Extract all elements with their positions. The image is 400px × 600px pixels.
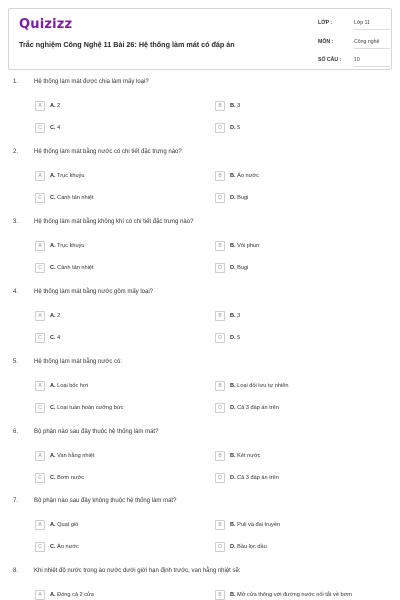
answer-tag: B. xyxy=(230,453,236,459)
answer-checkbox[interactable]: B xyxy=(215,101,225,111)
question-text: Bộ phận nào sau đây thuộc hệ thống làm mát? xyxy=(34,429,159,435)
answer-option-a[interactable] xyxy=(35,381,205,392)
answer-option-b[interactable] xyxy=(215,101,385,112)
answer-text: Cánh tản nhiệt xyxy=(57,195,94,201)
answer-tag: B. xyxy=(230,522,236,528)
answer-label xyxy=(50,405,123,411)
answer-label xyxy=(50,103,60,109)
answer-checkbox[interactable]: A xyxy=(35,381,45,391)
answer-text: Cánh tản nhiệt xyxy=(57,265,94,271)
answer-tag: C. xyxy=(50,405,56,411)
meta-class-value: Lớp 11 xyxy=(354,17,390,30)
answer-text: Bugi xyxy=(237,265,249,271)
answer-checkbox[interactable]: D xyxy=(215,263,225,273)
answer-tag: D. xyxy=(230,405,236,411)
question-number: 5. xyxy=(13,359,19,365)
question-number: 4. xyxy=(13,289,19,295)
answer-checkbox[interactable]: A xyxy=(35,451,45,461)
answer-label xyxy=(50,335,60,341)
answer-option-d[interactable] xyxy=(215,542,385,553)
answer-label xyxy=(230,453,260,459)
meta-question-count-value: 10 xyxy=(354,54,390,67)
answer-option-b[interactable] xyxy=(215,520,385,531)
answer-tag: B. xyxy=(230,103,236,109)
answer-label xyxy=(50,544,79,550)
answer-text: 4 xyxy=(57,335,61,341)
page-title: Trắc nghiệm Công Nghệ 11 Bài 26: Hệ thống làm mát có đáp án xyxy=(19,40,235,49)
answer-checkbox[interactable]: A xyxy=(35,171,45,181)
question-number: 2. xyxy=(13,149,19,155)
answer-checkbox[interactable]: A xyxy=(35,101,45,111)
answer-tag: C. xyxy=(50,195,56,201)
answer-checkbox[interactable]: C xyxy=(35,263,45,273)
question-number: 8. xyxy=(13,568,19,574)
answer-label xyxy=(230,313,240,319)
meta-subject xyxy=(318,36,388,50)
question-2 xyxy=(0,149,400,219)
answer-text: Cả 3 đáp án trên xyxy=(237,405,279,411)
answer-label xyxy=(50,592,94,598)
answer-option-d[interactable] xyxy=(215,263,385,274)
answer-checkbox[interactable]: B xyxy=(215,520,225,530)
answer-tag: A. xyxy=(50,453,56,459)
answer-option-a[interactable] xyxy=(35,241,205,252)
answer-tag: A. xyxy=(50,313,56,319)
answer-checkbox[interactable]: C xyxy=(35,473,45,483)
question-number: 3. xyxy=(13,219,19,225)
answer-checkbox[interactable]: A xyxy=(35,520,45,530)
answer-label xyxy=(50,195,94,201)
answer-tag: D. xyxy=(230,544,236,550)
answer-label xyxy=(50,125,60,131)
answer-tag: B. xyxy=(230,243,236,249)
answer-text: Két nước xyxy=(237,453,261,459)
answer-label xyxy=(50,453,94,459)
answer-option-c[interactable] xyxy=(35,263,205,274)
answer-text: Trục khuỷu xyxy=(57,243,85,249)
answer-label xyxy=(50,265,94,271)
answer-tag: D. xyxy=(230,125,236,131)
answer-text: Vòi phun xyxy=(237,243,260,249)
question-text: Bộ phận nào sau đây không thuộc hệ thống làm mát? xyxy=(34,498,177,504)
answer-text: 4 xyxy=(57,125,61,131)
answer-option-c[interactable] xyxy=(35,473,205,484)
answer-text: Loại đối lưu tự nhiên xyxy=(237,383,289,389)
answer-text: Trục khuỷu xyxy=(57,173,85,179)
answer-label xyxy=(230,405,279,411)
answer-checkbox[interactable]: C xyxy=(35,542,45,552)
answer-label xyxy=(50,383,88,389)
answer-option-b[interactable] xyxy=(215,171,385,182)
question-4 xyxy=(0,289,400,359)
answer-option-c[interactable] xyxy=(35,333,205,344)
answer-tag: C. xyxy=(50,125,56,131)
question-number: 6. xyxy=(13,429,19,435)
question-number: 7. xyxy=(13,498,19,504)
answer-text: 5 xyxy=(237,335,241,341)
answer-tag: A. xyxy=(50,173,56,179)
answer-option-b[interactable] xyxy=(215,590,385,600)
answer-checkbox[interactable]: A xyxy=(35,590,45,600)
answer-option-d[interactable] xyxy=(215,123,385,134)
answer-option-c[interactable] xyxy=(35,123,205,134)
question-7 xyxy=(0,498,400,568)
answer-tag: D. xyxy=(230,195,236,201)
answer-text: 2 xyxy=(57,313,61,319)
answer-tag: C. xyxy=(50,544,56,550)
answer-label xyxy=(230,544,267,550)
answer-tag: D. xyxy=(230,475,236,481)
answer-text: Loại tuần hoàn cưỡng bức xyxy=(57,405,124,411)
answer-checkbox[interactable]: C xyxy=(35,123,45,133)
answer-option-d[interactable] xyxy=(215,333,385,344)
answer-text: Loại bốc hơi xyxy=(57,383,88,389)
question-text: Hệ thống làm mát bằng nước có: xyxy=(34,359,122,365)
answer-tag: C. xyxy=(50,265,56,271)
answer-option-b[interactable] xyxy=(215,381,385,392)
answer-text: Bầu lọc dầu xyxy=(237,544,267,550)
meta-question-count-label: SỐ CÂU : xyxy=(318,57,342,63)
answer-checkbox[interactable]: C xyxy=(35,333,45,343)
answer-checkbox[interactable]: B xyxy=(215,171,225,181)
answer-label xyxy=(230,522,280,528)
answer-text: Cả 3 đáp án trên xyxy=(237,475,279,481)
answer-text: Mở cửa thông với đường nước nối tắt về bơm xyxy=(237,592,352,598)
meta-subject-label: MÔN : xyxy=(318,39,334,45)
answer-checkbox[interactable]: D xyxy=(215,193,225,203)
question-text: Hệ thống làm mát được chia làm mấy loại? xyxy=(34,79,149,85)
answer-checkbox[interactable]: C xyxy=(35,193,45,203)
answer-label xyxy=(230,173,259,179)
answer-text: Áo nước xyxy=(57,544,79,550)
answer-label xyxy=(50,173,85,179)
question-number: 1. xyxy=(13,79,19,85)
answer-label xyxy=(230,243,259,249)
answer-text: Bơm nước xyxy=(57,475,85,481)
answer-checkbox[interactable]: D xyxy=(215,333,225,343)
answer-option-a[interactable] xyxy=(35,171,205,182)
question-text: Hệ thống làm mát bằng không khí có chi tiết đặc trưng nào? xyxy=(34,219,194,225)
answer-label xyxy=(230,592,352,598)
answer-option-a[interactable] xyxy=(35,520,205,531)
answer-label xyxy=(230,125,240,131)
answer-option-a[interactable] xyxy=(35,311,205,322)
answer-option-a[interactable] xyxy=(35,101,205,112)
answer-label xyxy=(230,195,248,201)
answer-option-a[interactable] xyxy=(35,590,205,600)
answer-label xyxy=(50,313,60,319)
question-text: Khi nhiệt độ nước trong áo nước dưới giới hạn định trước, van hằng nhiệt sẽ: xyxy=(34,568,241,574)
answer-option-a[interactable] xyxy=(35,451,205,462)
answer-label xyxy=(230,335,240,341)
question-1 xyxy=(0,79,400,149)
answer-checkbox[interactable]: B xyxy=(215,241,225,251)
answer-tag: D. xyxy=(230,335,236,341)
answer-tag: C. xyxy=(50,335,56,341)
question-text: Hệ thống làm mát bằng nước gồm mấy loại? xyxy=(34,289,154,295)
answer-checkbox[interactable]: A xyxy=(35,241,45,251)
answer-text: Quạt gió xyxy=(57,522,79,528)
answer-label xyxy=(50,243,85,249)
answer-tag: C. xyxy=(50,475,56,481)
question-text: Hệ thống làm mát bằng nước có chi tiết đặc trưng nào? xyxy=(34,149,182,155)
answer-checkbox[interactable]: B xyxy=(215,381,225,391)
question-3 xyxy=(0,219,400,289)
answer-option-d[interactable] xyxy=(215,473,385,484)
answer-checkbox[interactable]: B xyxy=(215,451,225,461)
answer-tag: A. xyxy=(50,383,56,389)
answer-option-c[interactable] xyxy=(35,403,205,414)
answer-text: Van hằng nhiệt xyxy=(57,453,95,459)
answer-text: 3 xyxy=(237,313,241,319)
meta-class-label: LỚP : xyxy=(318,20,333,26)
answer-text: 5 xyxy=(237,125,241,131)
answer-text: Áo nước xyxy=(237,173,259,179)
answer-checkbox[interactable]: C xyxy=(35,403,45,413)
question-5 xyxy=(0,359,400,429)
answer-tag: B. xyxy=(230,383,236,389)
answer-tag: A. xyxy=(50,103,56,109)
answer-label xyxy=(230,475,279,481)
answer-text: Puli và đai truyền xyxy=(237,522,281,528)
question-6 xyxy=(0,429,400,499)
answer-option-c[interactable] xyxy=(35,193,205,204)
answer-tag: A. xyxy=(50,243,56,249)
answer-label xyxy=(230,103,240,109)
answer-option-b[interactable] xyxy=(215,311,385,322)
answer-tag: B. xyxy=(230,592,236,598)
answer-label xyxy=(230,383,289,389)
answer-tag: A. xyxy=(50,522,56,528)
answer-text: 3 xyxy=(237,103,241,109)
answer-label xyxy=(50,475,84,481)
answer-checkbox[interactable]: D xyxy=(215,473,225,483)
answer-checkbox[interactable]: B xyxy=(215,311,225,321)
answer-checkbox[interactable]: D xyxy=(215,123,225,133)
answer-checkbox[interactable]: D xyxy=(215,403,225,413)
answer-checkbox[interactable]: A xyxy=(35,311,45,321)
meta-subject-value: Công nghệ xyxy=(354,36,390,49)
answer-label xyxy=(230,265,248,271)
answer-option-d[interactable] xyxy=(215,193,385,204)
answer-tag: B. xyxy=(230,313,236,319)
answer-checkbox[interactable]: B xyxy=(215,590,225,600)
answer-text: 2 xyxy=(57,103,61,109)
answer-tag: D. xyxy=(230,265,236,271)
quizizz-logo: Quizizz xyxy=(19,17,73,32)
answer-tag: A. xyxy=(50,592,56,598)
answer-tag: B. xyxy=(230,173,236,179)
answer-option-d[interactable] xyxy=(215,403,385,414)
answer-option-c[interactable] xyxy=(35,542,205,553)
worksheet-header xyxy=(8,8,392,70)
meta-class xyxy=(318,17,388,31)
answer-text: Bugi xyxy=(237,195,249,201)
meta-question-count xyxy=(318,54,388,68)
answer-option-b[interactable] xyxy=(215,241,385,252)
answer-checkbox[interactable]: D xyxy=(215,542,225,552)
answer-label xyxy=(50,522,78,528)
question-8 xyxy=(0,568,400,600)
answer-option-b[interactable] xyxy=(215,451,385,462)
answer-text: Đóng cả 2 cửa xyxy=(57,592,94,598)
